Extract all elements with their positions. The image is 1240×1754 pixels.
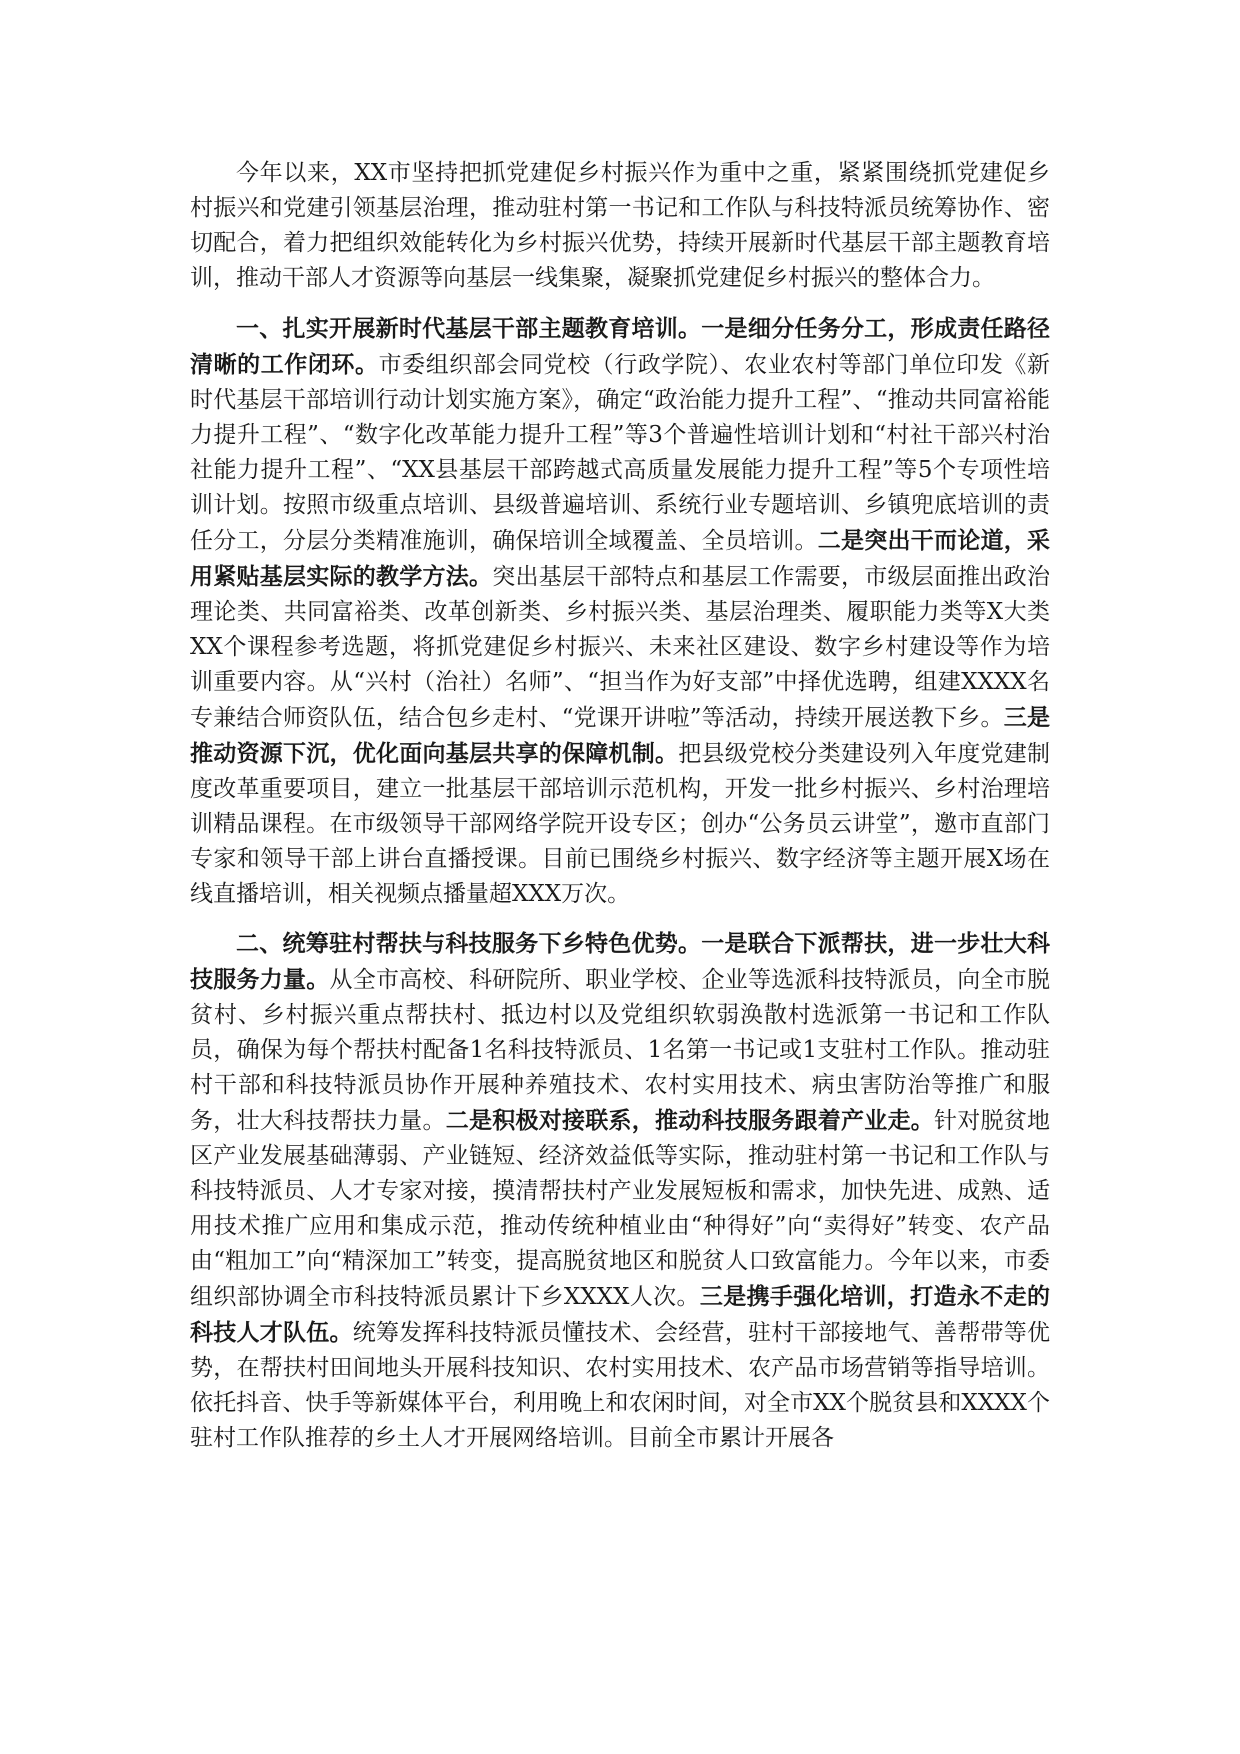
section-2-point-2-title: 二是积极对接联系，推动科技服务跟着产业走。 <box>445 1107 934 1134</box>
section-1-heading: 一、扎实开展新时代基层干部主题教育培训。 <box>236 315 702 342</box>
section-1-point-1-text: 市委组织部会同党校（行政学院）、农业农村等部门单位印发《新时代基层干部培训行动计划实施方案》，确定“政治能力提升工程”、“推动共同富裕能力提升工程”、“数字化改革能力提升工程”等3个普遍性培训计划和“村社干部兴村治社能力提升工程”、“XX县基层干部跨越式高质量发展能力提升工程”等5个专项性培训计划。按照市级重点培训、县级普遍培训、系统行业专题培训、乡镇兜底培训的责任分工，分层分类精准施训，确保培训全域覆盖、全员培训。 <box>190 352 1051 554</box>
section-2-point-3-text: 统筹发挥科技特派员懂技术、会经营，驻村干部接地气、善帮带等优势，在帮扶村田间地头开展科技知识、农村实用技术、农产品市场营销等指导培训。依托抖音、快手等新媒体平台，利用晚上和农闲时间，对全市XX个脱贫县和XXXX个驻村工作队推荐的乡土人才开展网络培训。目前全市累计开展各 <box>190 1320 1050 1451</box>
section-2-point-1-text: 从全市高校、科研院所、职业学校、企业等选派科技特派员，向全市脱贫村、乡村振兴重点帮扶村、抵边村以及党组织软弱涣散村选派第一书记和工作队员，确保为每个帮扶村配备1名科技特派员、1名第一书记或1支驻村工作队。推动驻村干部和科技特派员协作开展种养殖技术、农村实用技术、病虫害防治等推广和服务，壮大科技帮扶力量。 <box>190 967 1050 1134</box>
section-2-point-2-text: 针对脱贫地区产业发展基础薄弱、产业链短、经济效益低等实际，推动驻村第一书记和工作队与科技特派员、人才专家对接，摸清帮扶村产业发展短板和需求，加快先进、成熟、适用技术推广应用和集成示范，推动传统种植业由“种得好”向“卖得好”转变、农产品由“粗加工”向“精深加工”转变，提高脱贫地区和脱贫人口致富能力。今年以来，市委组织部协调全市科技特派员累计下乡XXXX人次。 <box>190 1108 1050 1310</box>
section-2-point-1-title: 一是联合下派帮扶，进一步壮大科技服务力量。 <box>190 930 1051 993</box>
section-2-point-3-title: 三是携手强化培训，打造永不走的科技人才队伍。 <box>190 1283 1051 1346</box>
section-2-paragraph <box>190 926 1050 1456</box>
section-1-point-1-title: 一是细分任务分工，形成责任路径清晰的工作闭环。 <box>190 315 1051 378</box>
section-2-heading: 二、统筹驻村帮扶与科技服务下乡特色优势。 <box>236 930 702 957</box>
section-1-point-3-text: 把县级党校分类建设列入年度党建制度改革重要项目，建立一批基层干部培训示范机构，开发一批乡村振兴、乡村治理培训精品课程。在市级领导干部网络学院开设专区；创办“公务员云讲堂”，邀市直部门专家和领导干部上讲台直播授课。目前已围绕乡村振兴、数字经济等主题开展X场在线直播培训，相关视频点播量超XXX万次。 <box>190 741 1050 907</box>
document-body <box>190 156 1050 1470</box>
section-1-point-2-text: 突出基层干部特点和基层工作需要，市级层面推出政治理论类、共同富裕类、改革创新类、乡村振兴类、基层治理类、履职能力类等X大类XX个课程参考选题，将抓党建促乡村振兴、未来社区建设、数字乡村建设等作为培训重要内容。从“兴村（治社）名师”、“担当作为好支部”中择优选聘，组建XXXX名专兼结合师资队伍，结合包乡走村、“党课开讲啦”等活动，持续开展送教下乡。 <box>190 564 1050 731</box>
section-1-paragraph <box>190 311 1050 912</box>
section-1-point-3-title: 三是推动资源下沉，优化面向基层共享的保障机制。 <box>190 704 1050 767</box>
section-1-point-2-title: 二是突出干而论道，采用紧贴基层实际的教学方法。 <box>190 527 1050 590</box>
intro-paragraph <box>190 156 1050 296</box>
intro-text: 今年以来，XX市坚持把抓党建促乡村振兴作为重中之重，紧紧围绕抓党建促乡村振兴和党建引领基层治理，推动驻村第一书记和工作队与科技特派员统筹协作、密切配合，着力把组织效能转化为乡村振兴优势，持续开展新时代基层干部主题教育培训，推动干部人才资源等向基层一线集聚，凝聚抓党建促乡村振兴的整体合力。 <box>190 160 1050 291</box>
